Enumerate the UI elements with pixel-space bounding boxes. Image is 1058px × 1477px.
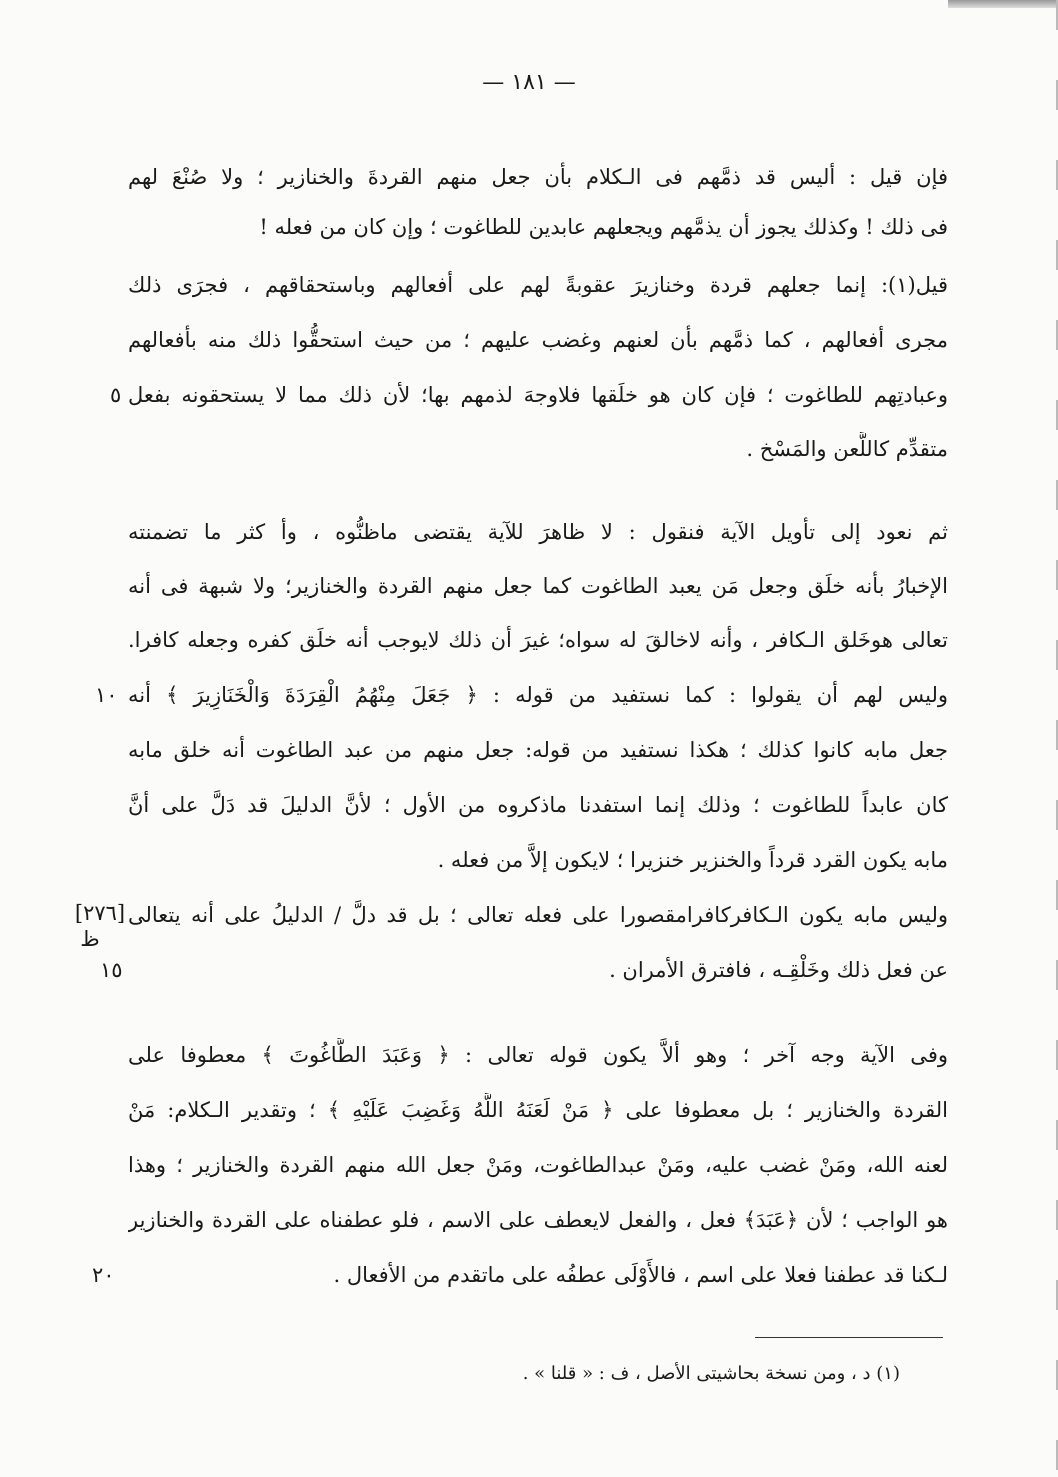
text-line: متقدِّم كاللَّعن والمَسْخ . xyxy=(746,437,948,461)
line-number-15: ١٥ xyxy=(100,958,123,982)
footnote: (١) د ، ومن نسخة بحاشيتى الأصل ، ف : « قلنا » . xyxy=(522,1363,900,1384)
text-line: وليس مابه يكون الـكافركافرامقصورا على فعله تعالى ؛ بل قد دلَّ / الدليلُ على أنه يتعالى xyxy=(128,903,948,927)
text-line: عن فعل ذلك وخَلْقِـه ، فافترق الأمران . xyxy=(609,958,948,982)
line-number-20: ٢٠ xyxy=(92,1263,115,1287)
text-line: فى ذلك ! وكذلك يجوز أن يذمَّهم ويجعلهم عابدين للطاغوت ؛ وإن كان من فعله ! xyxy=(259,215,948,239)
text-line: جعل مابه كانوا كذلك ؛ هكذا نستفيد من قوله: جعل منهم من عبد الطاغوت أنه خلق مابه xyxy=(128,738,948,762)
text-line: تعالى هوخَلق الـكافر ، وأنه لاخالقَ له سواه؛ غيرَ أن ذلك لايوجب أنه خلَق كفره وجعله كافرا. xyxy=(128,628,948,652)
text-line: وعبادتِهم للطاغوت ؛ فإن كان هو خلَقها فلاوجهَ لذمهم بها؛ لأن ذلك مما لا يستحقونه بفعل xyxy=(128,383,948,407)
text-line: هو الواجب ؛ لأن ﴿عَبَدَ﴾ فعل ، والفعل لايعطف على الاسم ، فلو عطفناه على القردة والخنازير xyxy=(128,1208,948,1232)
footnote-rule xyxy=(755,1337,943,1338)
text-line: مجرى أفعالهم ، كما ذمَّهم بأن لعنهم وغضب عليهم ؛ من حيث استحقُّوا ذلك منه بأفعالهم xyxy=(128,328,948,352)
text-line: مابه يكون القرد قرداً والخنزير خنزيرا ؛ لايكون إلاَّ من فعله . xyxy=(437,848,948,872)
text-line: قيل(١): إنما جعلهم قردة وخنازيرَ عقوبةً لهم على أفعالهم وباستحقاقهم ، فجرَى ذلك xyxy=(128,273,948,297)
folio-marker: [٢٧٦] xyxy=(74,901,126,925)
text-line: ثم نعود إلى تأويل الآية فنقول : لا ظاهرَ للآية يقتضى ماظنُّوه ، وأ كثر ما تضمنته xyxy=(128,520,948,544)
line-number-10: ١٠ xyxy=(95,683,118,707)
text-line: لـكنا قد عطفنا فعلا على اسم ، فالأَوْلَى عطفُه على ماتقدم من الأفعال . xyxy=(333,1263,948,1287)
folio-side: ظ xyxy=(80,927,100,951)
text-line: القردة والخنازير ؛ بل معطوفا على ﴿ مَنْ لَعَنَهُ اللَّهُ وَغَضِبَ عَلَيْهِ ﴾ ؛ وتقدير الـكلام: مَنْ xyxy=(128,1098,948,1122)
scan-edge-top xyxy=(948,0,1058,8)
text-line: الإخبارُ بأنه خلَق وجعل مَن يعبد الطاغوت كما جعل منهم القردة والخنازير؛ ولا شبهة فى أنه xyxy=(128,574,948,598)
text-line: فإن قيل : أليس قد ذمَّهم فى الـكلام بأن جعل منهم القردةَ والخنازير ؛ ولا صُنْعَ لهم xyxy=(128,165,948,189)
text-line: وليس لهم أن يقولوا : كما نستفيد من قوله : ﴿ جَعَلَ مِنْهُمُ الْقِرَدَةَ وَالْخَنَازِيرَ ﴾ أنه xyxy=(128,683,948,707)
page-number: — ١٨١ — xyxy=(482,70,576,95)
text-line: لعنه الله، ومَنْ غضب عليه، ومَنْ عبدالطاغوت، ومَنْ جعل الله منهم القردة والخنازير ؛ وهذا xyxy=(128,1153,948,1177)
text-line: وفى الآية وجه آخر ؛ وهو ألاَّ يكون قوله تعالى : ﴿ وَعَبَدَ الطَّاغُوتَ ﴾ معطوفا على xyxy=(128,1043,948,1067)
line-number-5: ٥ xyxy=(110,383,122,407)
text-line: كان عابداً للطاغوت ؛ وذلك إنما استفدنا ماذكروه من الأول ؛ لأنَّ الدليلَ قد دَلَّ على أنَّ xyxy=(128,793,948,817)
